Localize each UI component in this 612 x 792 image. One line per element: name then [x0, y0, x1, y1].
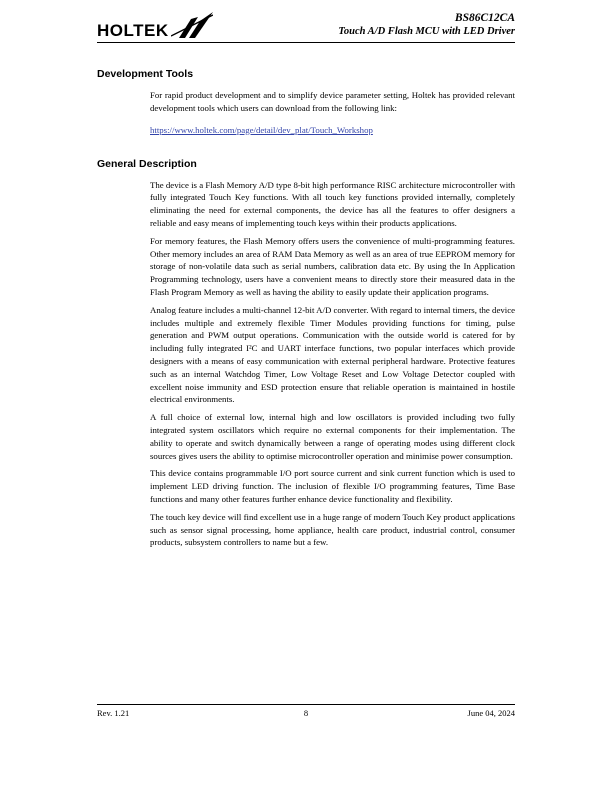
section-general-description	[97, 158, 515, 550]
paragraph: For memory features, the Flash Memory offers users the convenience of multi-programming features. Other memory includes an area of RAM Data Memory as well as an area of true EEPROM memory for storage of non-volatile data such as serial numbers, calibration data etc. By using the In Application Programming technology, users have a convenient means to directly store their measured data in the Flash Program Memory as well as having the ability to easily update their application programs.	[150, 235, 515, 297]
section-heading: Development Tools	[97, 68, 194, 80]
section-development-tools	[97, 68, 515, 138]
footer-revision: Rev. 1.21	[97, 708, 130, 718]
paragraph: A full choice of external low, internal high and low oscillators is provided including two fully integrated system oscillators which require no external components for their implementation. The ability to operate and switch dynamically between a range of operating modes using different clock sources gives users the ability to optimise microcontroller operation and minimise power consumption.	[150, 412, 515, 461]
holtek-lightning-icon	[171, 12, 213, 38]
paragraph: Analog feature includes a multi-channel 12-bit A/D converter. With regard to internal timers, the device includes multiple and extremely flexible Timer Modules providing functions for timing, pulse generation and PWM output operations. Communication with the outside world is catered for by including fully integrated I²C and UART interface functions, two popular interfaces which provide designers with a means of easy communication with external peripheral hardware. Protective features such as an internal Watchdog Timer, Low Voltage Reset and Low Voltage Detector coupled with excellent noise immunity and ESD protection ensure that reliable operation is maintained in hostile electrical environments.	[150, 304, 515, 405]
header-document-info	[338, 12, 515, 38]
holtek-logo	[97, 12, 213, 39]
download-link[interactable]: https://www.holtek.com/page/detail/dev_plat/Touch_Workshop	[150, 124, 373, 135]
footer-page-number: 8	[303, 708, 309, 718]
section-body	[150, 179, 515, 550]
paragraph: For rapid product development and to simplify device parameter setting, Holtek has provided relevant development tools which users can download from the following link:	[150, 90, 515, 113]
page-content	[97, 68, 515, 554]
doc-number: BS86C12CA	[454, 12, 515, 24]
page-footer	[97, 708, 515, 718]
page-header	[97, 12, 515, 39]
doc-title: Touch A/D Flash MCU with LED Driver	[338, 26, 515, 37]
section-body	[150, 89, 515, 138]
paragraph: The device is a Flash Memory A/D type 8-bit high performance RISC architecture microcontroller with fully integrated Touch Key functions. With all touch key functions provided internally, completely eliminating the need for external components, the device has all the features to offer designers a reliable and easy means of implementing touch keys within their products applications.	[150, 179, 515, 228]
footer-rule	[97, 704, 515, 705]
section-heading: General Description	[97, 157, 197, 170]
paragraph: The touch key device will find excellent use in a huge range of modern Touch Key product applications such as sensor signal processing, home appliance, health care product, industrial control, consumer products, subsystem controllers to name but a few.	[150, 511, 515, 548]
paragraph: This device contains programmable I/O port source current and sink current function which is used to implement LED driving function. The inclusion of flexible I/O programming features, Time Base functions and many other features further enhance device functionality and flexibility.	[150, 468, 515, 504]
holtek-logo-text: HOLTEK	[97, 21, 169, 40]
footer-date: June 04, 2024	[467, 708, 515, 718]
header-rule	[97, 42, 515, 43]
